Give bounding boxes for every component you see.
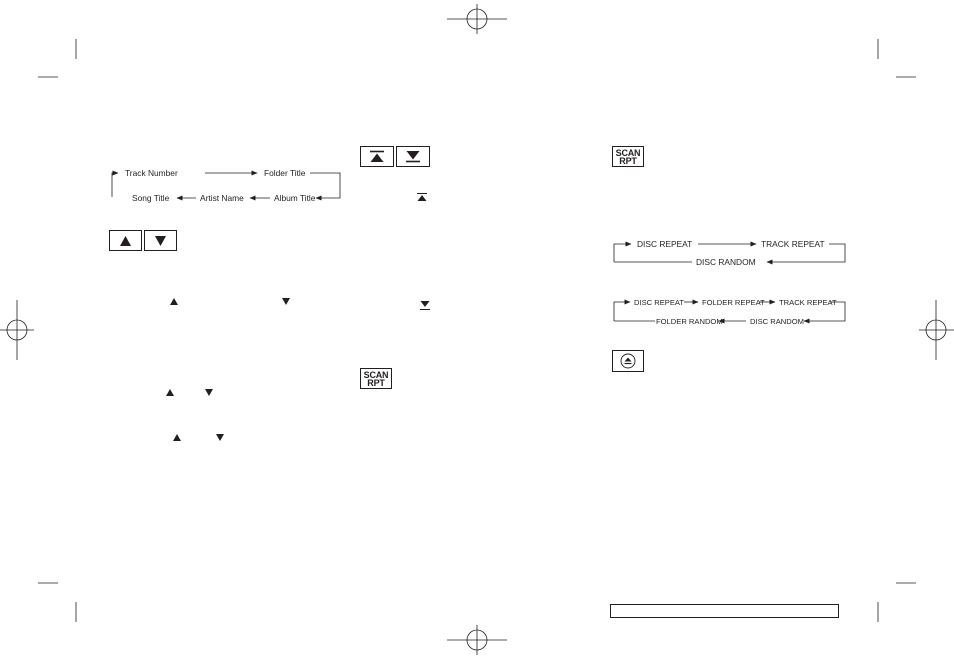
eject-icon (613, 351, 643, 371)
down-triangle-icon (216, 434, 224, 441)
text-display-flow-diagram (112, 168, 340, 203)
folder-flow-track-repeat: TRACK REPEAT (779, 298, 837, 307)
flow-track-number: Track Number (125, 168, 178, 178)
folder-play-mode-flow-diagram (614, 298, 845, 326)
flow-artist-name: Artist Name (200, 193, 244, 203)
rpt-label: RPT (619, 155, 637, 166)
registration-mark-bottom (447, 625, 507, 655)
scan-rpt-label (361, 369, 391, 388)
down-triangle-icon (205, 389, 213, 396)
folder-flow-folder-repeat: FOLDER REPEAT (702, 298, 765, 307)
registration-mark-top (447, 4, 507, 34)
scan-rpt-button[interactable] (612, 146, 644, 167)
disc-play-mode-flow-diagram (614, 239, 845, 267)
up-triangle-icon (170, 298, 178, 305)
track-up-icon (361, 147, 393, 166)
down-triangle-icon (282, 298, 290, 305)
page-footer-box (610, 604, 839, 618)
inline-triangle-icons (166, 298, 290, 441)
registration-mark-right (919, 300, 954, 360)
disc-flow-track-repeat: TRACK REPEAT (761, 239, 825, 249)
folder-flow-disc-repeat: DISC REPEAT (634, 298, 685, 307)
track-down-button[interactable] (396, 146, 430, 167)
track-down-icon (420, 301, 430, 310)
flow-song-title: Song Title (132, 193, 170, 203)
scan-rpt-button[interactable] (360, 368, 392, 389)
disc-flow-disc-random: DISC RANDOM (696, 257, 756, 267)
up-triangle-icon (173, 434, 181, 441)
eject-button[interactable] (612, 350, 644, 372)
rpt-label: RPT (367, 377, 385, 388)
disc-flow-disc-repeat: DISC REPEAT (637, 239, 693, 249)
scan-label: SCAN (363, 369, 389, 380)
up-triangle-icon (110, 231, 141, 250)
flow-album-title: Album Title (274, 193, 316, 203)
flow-folder-title: Folder Title (264, 168, 306, 178)
scan-label: SCAN (615, 147, 641, 158)
down-triangle-icon (145, 231, 176, 250)
scan-rpt-label (613, 147, 643, 166)
track-down-icon (397, 147, 429, 166)
folder-flow-folder-random: FOLDER RANDOM (656, 317, 723, 326)
registration-mark-left (0, 300, 34, 360)
down-button[interactable] (144, 230, 177, 251)
crop-marks (38, 39, 916, 622)
track-up-icon (417, 194, 427, 202)
track-up-button[interactable] (360, 146, 394, 167)
folder-flow-disc-random: DISC RANDOM (750, 317, 805, 326)
up-button[interactable] (109, 230, 142, 251)
up-triangle-icon (166, 389, 174, 396)
